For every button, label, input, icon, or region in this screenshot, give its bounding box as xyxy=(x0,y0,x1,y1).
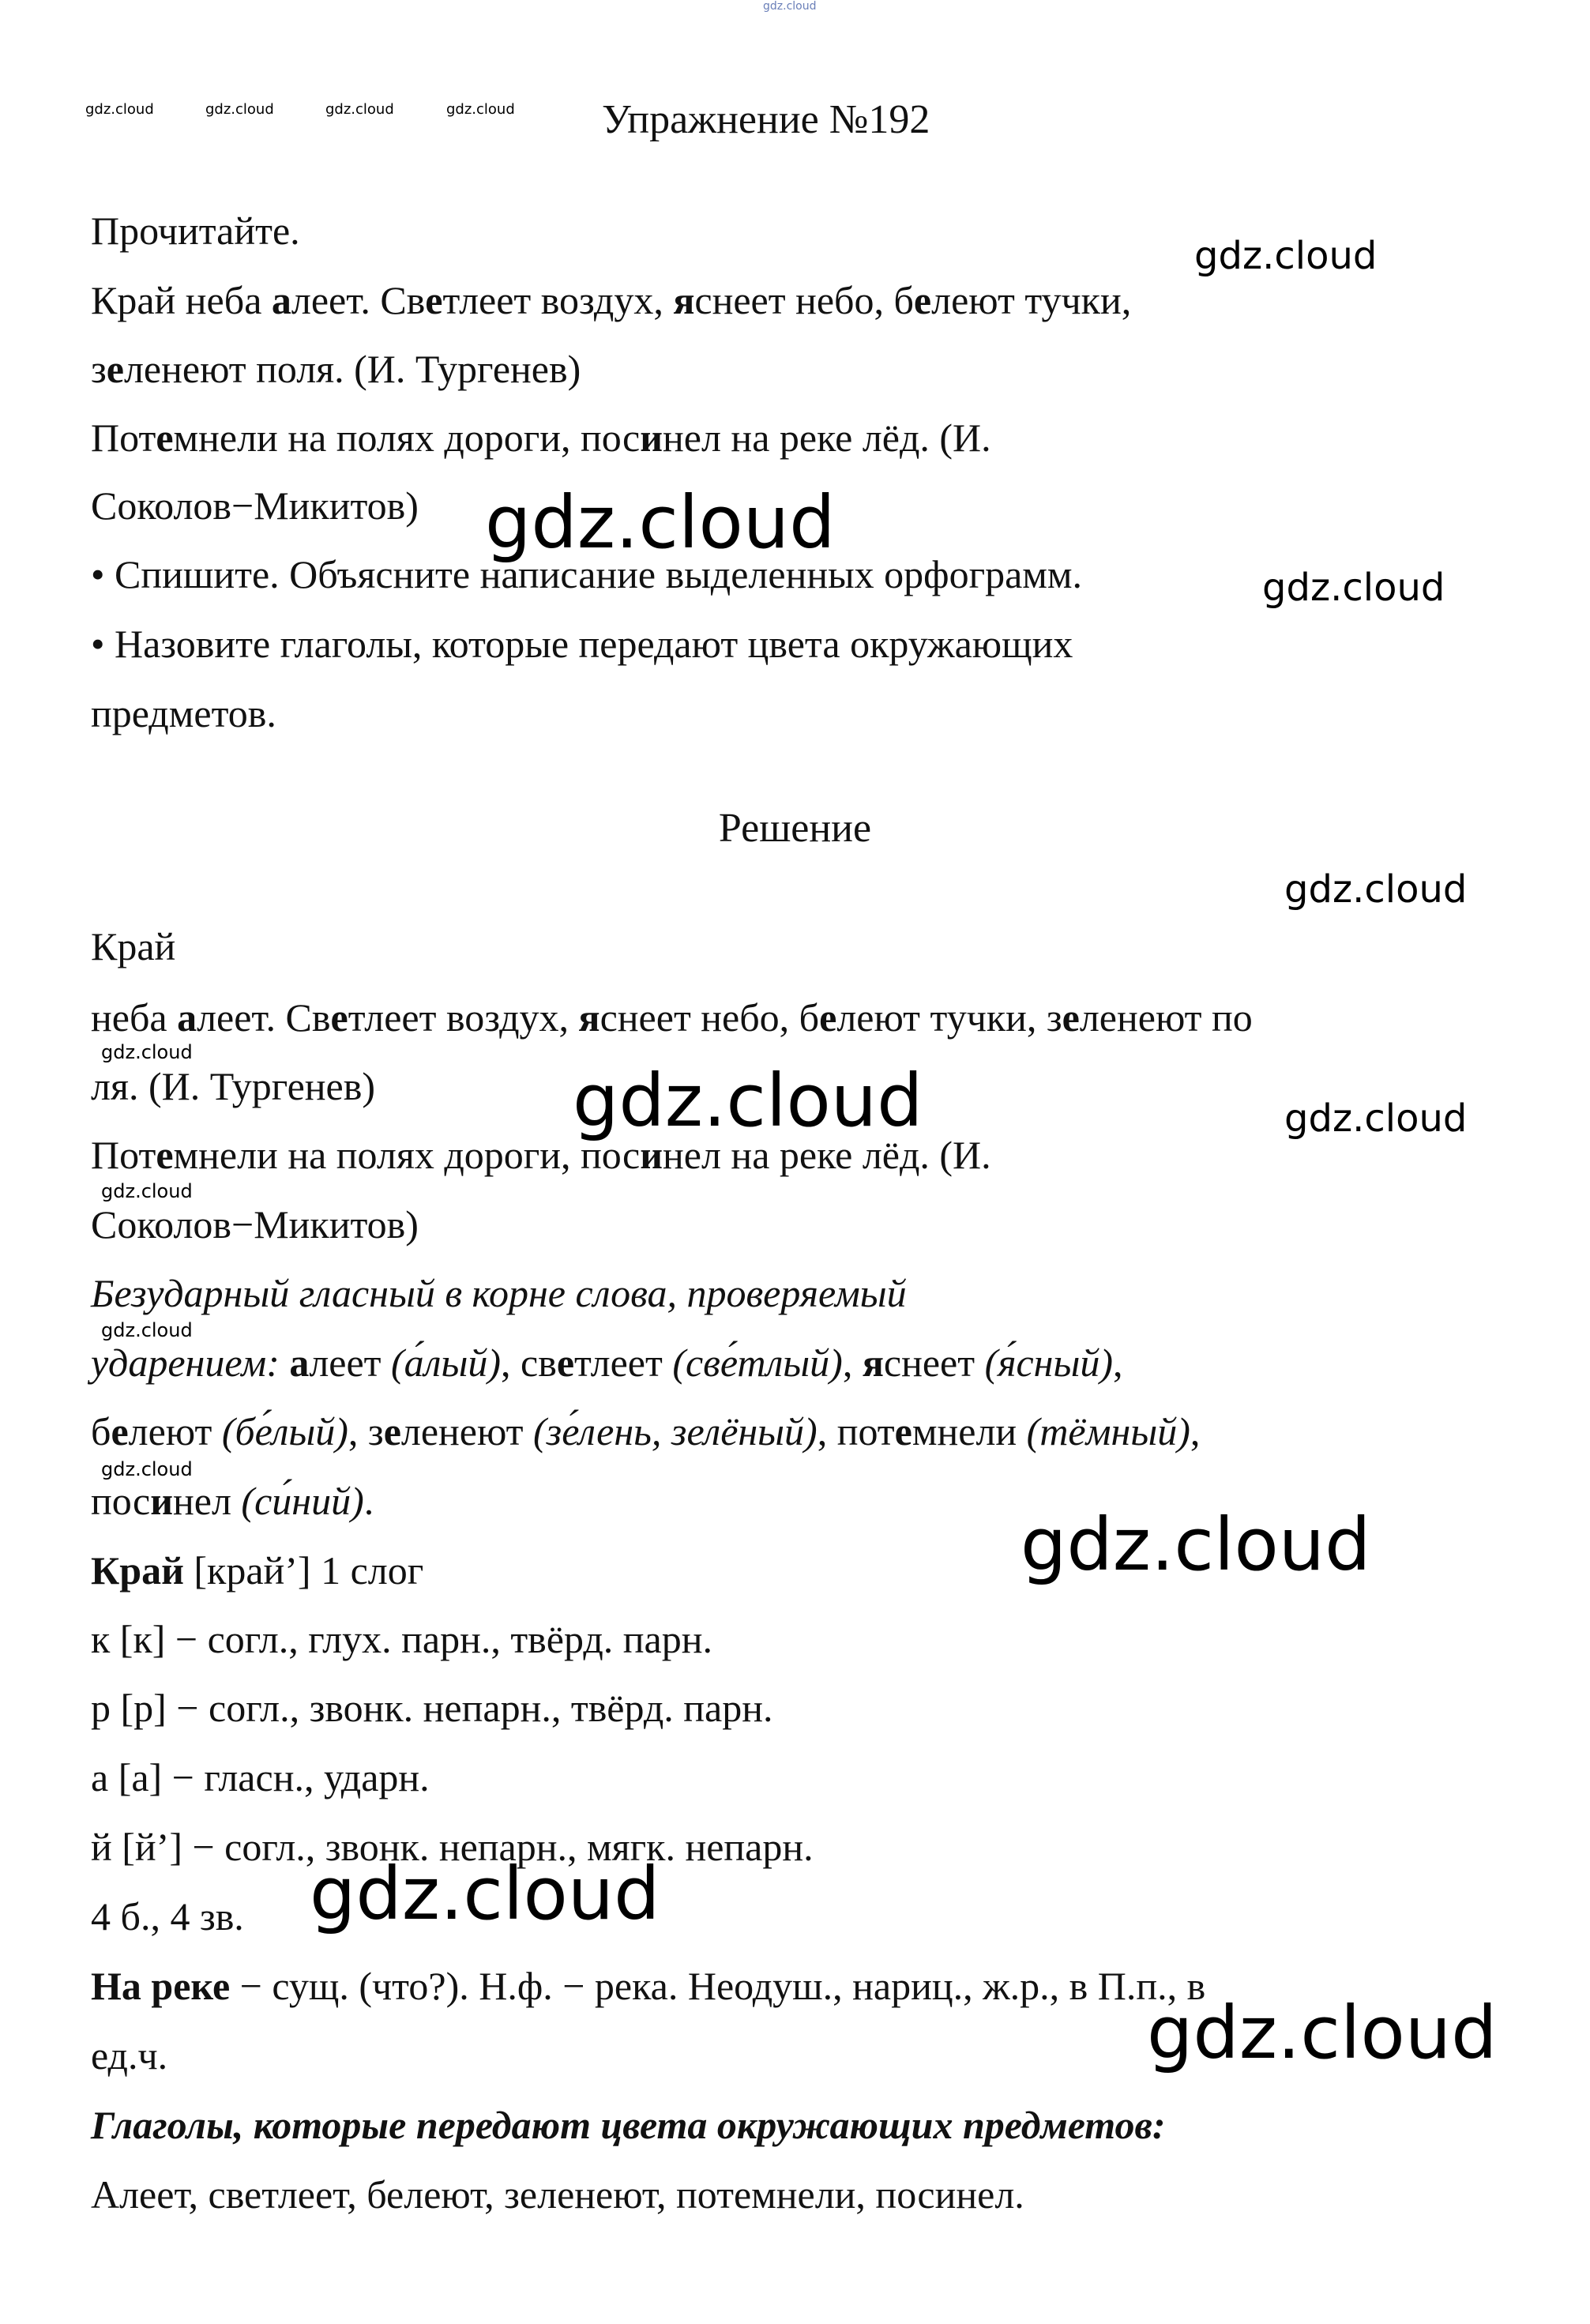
task-bullet: • Назовите глаголы, которые передают цвета окружающих xyxy=(91,622,1073,666)
watermark: gdz.cloud xyxy=(1284,867,1468,912)
watermark: gdz.cloud xyxy=(485,480,836,565)
watermark: gdz.cloud xyxy=(1021,1502,1371,1587)
small-watermark: gdz.cloud xyxy=(101,1319,193,1341)
phonetic-title: Край [край’] 1 слог xyxy=(91,1548,424,1593)
watermark: gdz.cloud xyxy=(310,1852,660,1936)
small-watermark: gdz.cloud xyxy=(101,1041,193,1063)
watermark: gdz.cloud xyxy=(1194,234,1378,278)
small-watermark: gdz.cloud xyxy=(85,101,154,118)
solution-line: Соколов−Микитов) xyxy=(91,1202,419,1247)
phonetic-count: 4 б., 4 зв. xyxy=(91,1894,244,1939)
task-line: зеленеют поля. (И. Тургенев) xyxy=(91,347,581,391)
solution-line: Потемнели на полях дороги, посинел на реке лёд. (И. xyxy=(91,1133,991,1177)
rule-line: Безударный гласный в корне слова, проверяемый xyxy=(91,1271,907,1315)
task-line: Край неба алеет. Светлеет воздух, яснеет небо, белеют тучки, xyxy=(91,278,1132,322)
small-watermark: gdz.cloud xyxy=(325,101,394,118)
solution-line: неба алеет. Светлеет воздух, яснеет небо, белеют тучки, зеленеют по xyxy=(91,995,1253,1040)
phonetic-line: й [й’] − согл., звонк. непарн., мягк. непарн. xyxy=(91,1825,814,1869)
page-title: Упражнение №192 xyxy=(602,97,930,142)
verbs-heading: Глаголы, которые передают цвета окружающих предметов: xyxy=(91,2103,1166,2147)
task-line: Потемнели на полях дороги, посинел на реке лёд. (И. xyxy=(91,416,991,460)
rule-line: ударением: алеет (а́лый), светлеет (све́тлый), яснеет (я́сный), xyxy=(91,1341,1123,1385)
solution-heading: Решение xyxy=(718,806,872,851)
small-watermark: gdz.cloud xyxy=(101,1180,193,1202)
top-watermark: gdz.cloud xyxy=(763,0,817,13)
watermark: gdz.cloud xyxy=(1147,1991,1498,2075)
task-line: Прочитайте. xyxy=(91,209,300,253)
phonetic-line: а [а] − гласн., ударн. xyxy=(91,1755,430,1799)
watermark: gdz.cloud xyxy=(1284,1096,1468,1141)
small-watermark: gdz.cloud xyxy=(205,101,274,118)
phonetic-line: р [р] − согл., звонк. непарн., твёрд. парн. xyxy=(91,1686,773,1730)
rule-line: белеют (бе́лый), зеленеют (зе́лень, зелёный), потемнели (тёмный), xyxy=(91,1409,1201,1453)
phonetic-line: к [к] − согл., глух. парн., твёрд. парн. xyxy=(91,1617,712,1661)
noun-analysis: На реке − сущ. (что?). Н.ф. − река. Неодуш., нариц., ж.р., в П.п., в xyxy=(91,1964,1206,2008)
watermark: gdz.cloud xyxy=(573,1059,923,1143)
verbs-list: Алеет, светлеет, белеют, зеленеют, потемнели, посинел. xyxy=(91,2172,1024,2217)
noun-analysis: ед.ч. xyxy=(91,2033,168,2078)
watermark: gdz.cloud xyxy=(1262,566,1445,610)
rule-line: посинел (си́ний). xyxy=(91,1479,374,1523)
solution-line: Край xyxy=(91,924,176,968)
task-bullet: • Спишите. Объясните написание выделенных орфограмм. xyxy=(91,552,1083,596)
task-line: предметов. xyxy=(91,691,276,735)
solution-line: ля. (И. Тургенев) xyxy=(91,1064,376,1108)
small-watermark: gdz.cloud xyxy=(446,101,515,118)
task-line: Соколов−Микитов) xyxy=(91,483,419,528)
small-watermark: gdz.cloud xyxy=(101,1458,193,1480)
